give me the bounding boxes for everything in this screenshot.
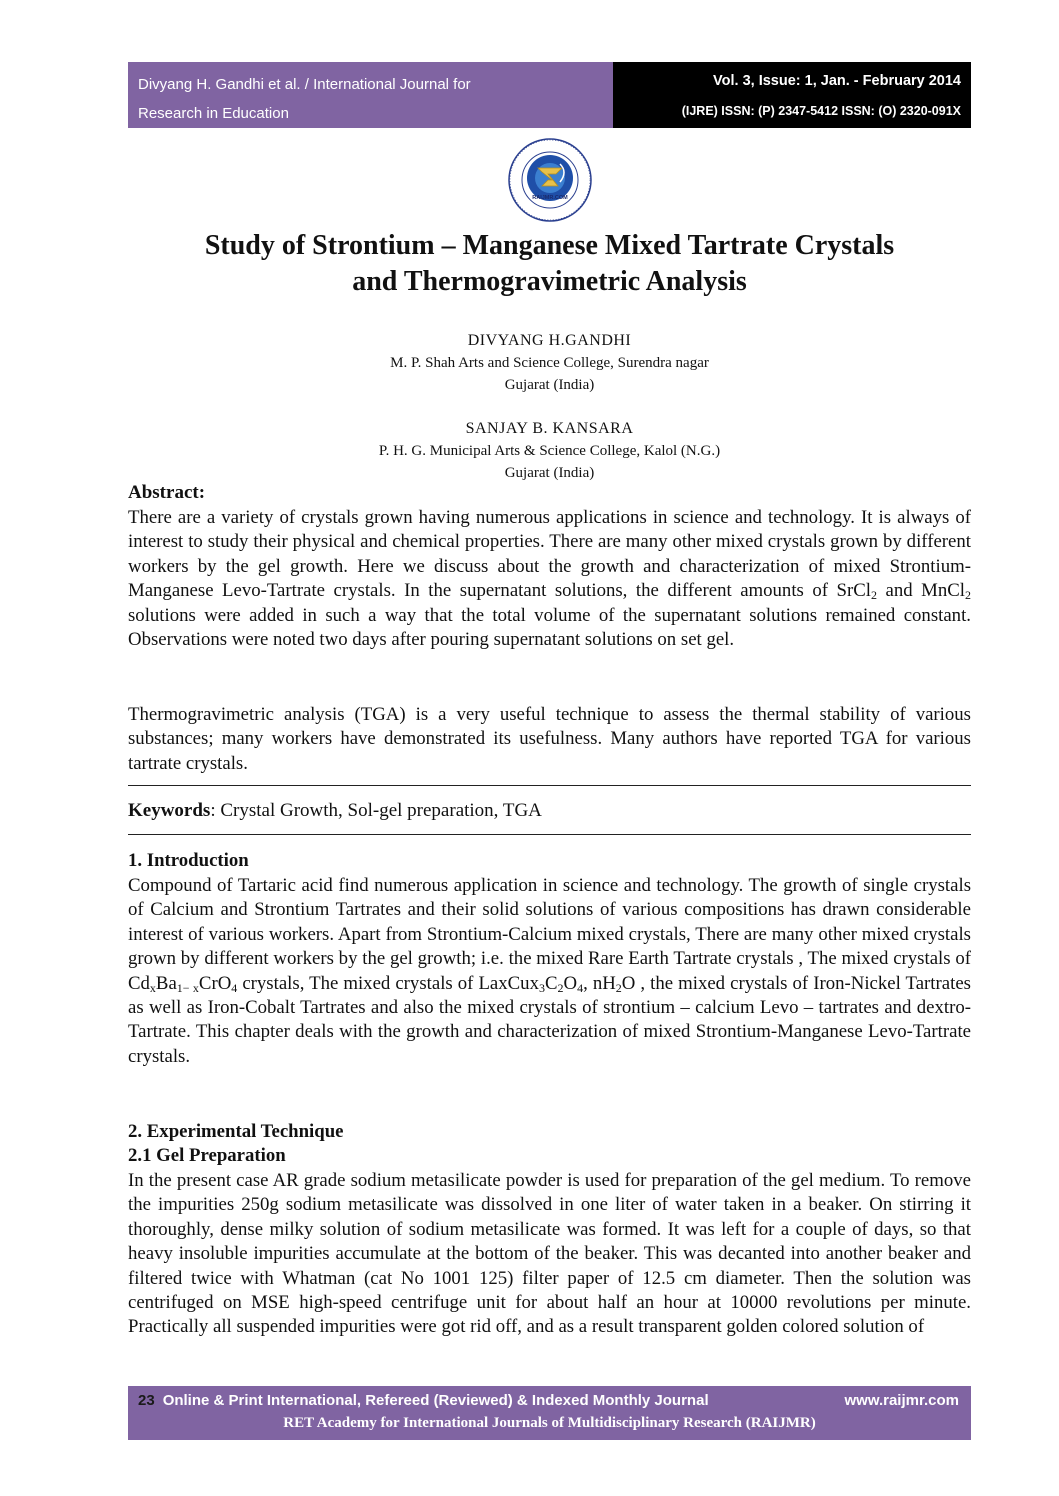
- divider-bottom: [128, 834, 971, 835]
- volume-issue: Vol. 3, Issue: 1, Jan. - February 2014: [713, 73, 961, 89]
- keywords-label: Keywords: [128, 800, 211, 821]
- paper-title-line1: Study of Strontium – Manganese Mixed Tartrate Crystals: [204, 230, 895, 261]
- journal-authors-line: Divyang H. Gandhi et al. / International Journal for: [138, 76, 471, 93]
- paper-title: [128, 228, 971, 300]
- abstract-heading: Abstract:: [128, 482, 206, 503]
- author-affiliation: M. P. Shah Arts and Science College, Surendra nagar: [390, 355, 709, 371]
- abstract-paragraph-2: Thermogravimetric analysis (TGA) is a very useful technique to assess the thermal stability of various substances; many workers have demonstrated its usefulness. Many authors have reported TGA for various tartrate crystals.: [128, 704, 971, 774]
- abstract-paragraph-1: There are a variety of crystals grown having numerous applications in science and technology. It is always of interest to study their physical and chemical properties. There are many other mixed crystals grown by different workers by the gel growth. Here we discuss about the growth and characterization of mixed Strontium-Manganese Levo-Tartrate crystals. In the supernatant solutions, the different amounts of SrCl$_2$ and MnCl$_2$ solutions were added in such a way that the total volume of the supernatant solutions remained constant. Observations were noted two days after pouring supernatant solutions on set gel.: [128, 507, 971, 651]
- gel-preparation-heading: 2.1 Gel Preparation: [128, 1145, 286, 1166]
- footer-publisher: RET Academy for International Journals of Multidisciplinary Research (RAIJMR): [283, 1415, 816, 1431]
- author-block-2: [128, 418, 971, 484]
- gel-preparation-paragraph: In the present case AR grade sodium metasilicate powder is used for preparation of the gel medium. To remove the impurities 250g sodium metasilicate was dissolved in one liter of water taken in a beaker. On stirring it thoroughly, dense milky solution of sodium metasilicate was formed. It was left for a couple of days, so that heavy insoluble impurities accumulate at the bottom of the beaker. This was decanted into another beaker and filtered twice with Whatman (cat No 1001 125) filter paper of 12.5 cm diameter. Then the solution was centrifuged on MSE high-speed centrifuge unit for about half an hour at 10000 revolutions per minute. Practically all suspended impurities were got rid off, and as a result transparent golden colored solution of: [128, 1170, 971, 1338]
- author-block-1: [128, 330, 971, 396]
- raijmr-seal-logo: [508, 138, 592, 222]
- author-affiliation: P. H. G. Municipal Arts & Science College, Kalol (N.G.): [378, 443, 721, 459]
- logo-text: RAIJMR.COM: [532, 195, 568, 201]
- paper-title-line2: and Thermogravimetric Analysis: [352, 266, 747, 297]
- introduction-heading: 1. Introduction: [128, 850, 249, 871]
- introduction-paragraph: Compound of Tartaric acid find numerous application in science and technology. The growth of single crystals of Calcium and Strontium Tartrates and their solid solutions of various compositions has drawn considerable interest of various workers. Apart from Strontium-Calcium mixed crystals, There are many other mixed crystals grown by different workers by the gel growth; i.e. the mixed Rare Earth Tartrate crystals , The mixed crystals of $Cd_xBa_{1- x}CrO_4$ crystals, The mixed crystals of $LaxCux_3C_2O_4$, $nH_2O$ , the mixed crystals of Iron-Nickel Tartrates as well as Iron-Cobalt Tartrates and also the mixed crystals of strontium – calcium Levo – tartrates and dextro-Tartrate. This chapter deals with the growth and characterization of mixed Strontium-Manganese Levo-Tartrate crystals.: [128, 875, 971, 1067]
- page-footer: [128, 1386, 971, 1440]
- footer-url: www.raijmr.com: [844, 1392, 959, 1409]
- issn-line: (IJRE) ISSN: (P) 2347-5412 ISSN: (O) 2320-091X: [681, 104, 961, 118]
- author-location: Gujarat (India): [504, 377, 595, 393]
- experimental-heading: 2. Experimental Technique: [128, 1121, 344, 1142]
- footer-line1: [138, 1389, 709, 1413]
- divider-top: [128, 785, 971, 786]
- footer-journal-description: Online & Print International, Refereed (Reviewed) & Indexed Monthly Journal: [162, 1392, 709, 1409]
- journal-name-line: Research in Education: [138, 105, 289, 122]
- journal-header-right: [613, 62, 971, 128]
- page-number: 23: [138, 1392, 155, 1409]
- journal-header-left: [128, 62, 613, 128]
- author-name: SANJAY B. KANSARA: [465, 420, 634, 437]
- keywords-line: [128, 800, 542, 822]
- author-name: DIVYANG H.GANDHI: [467, 332, 632, 349]
- keywords-text: : Crystal Growth, Sol-gel preparation, TGA: [210, 800, 542, 821]
- author-location: Gujarat (India): [504, 465, 595, 481]
